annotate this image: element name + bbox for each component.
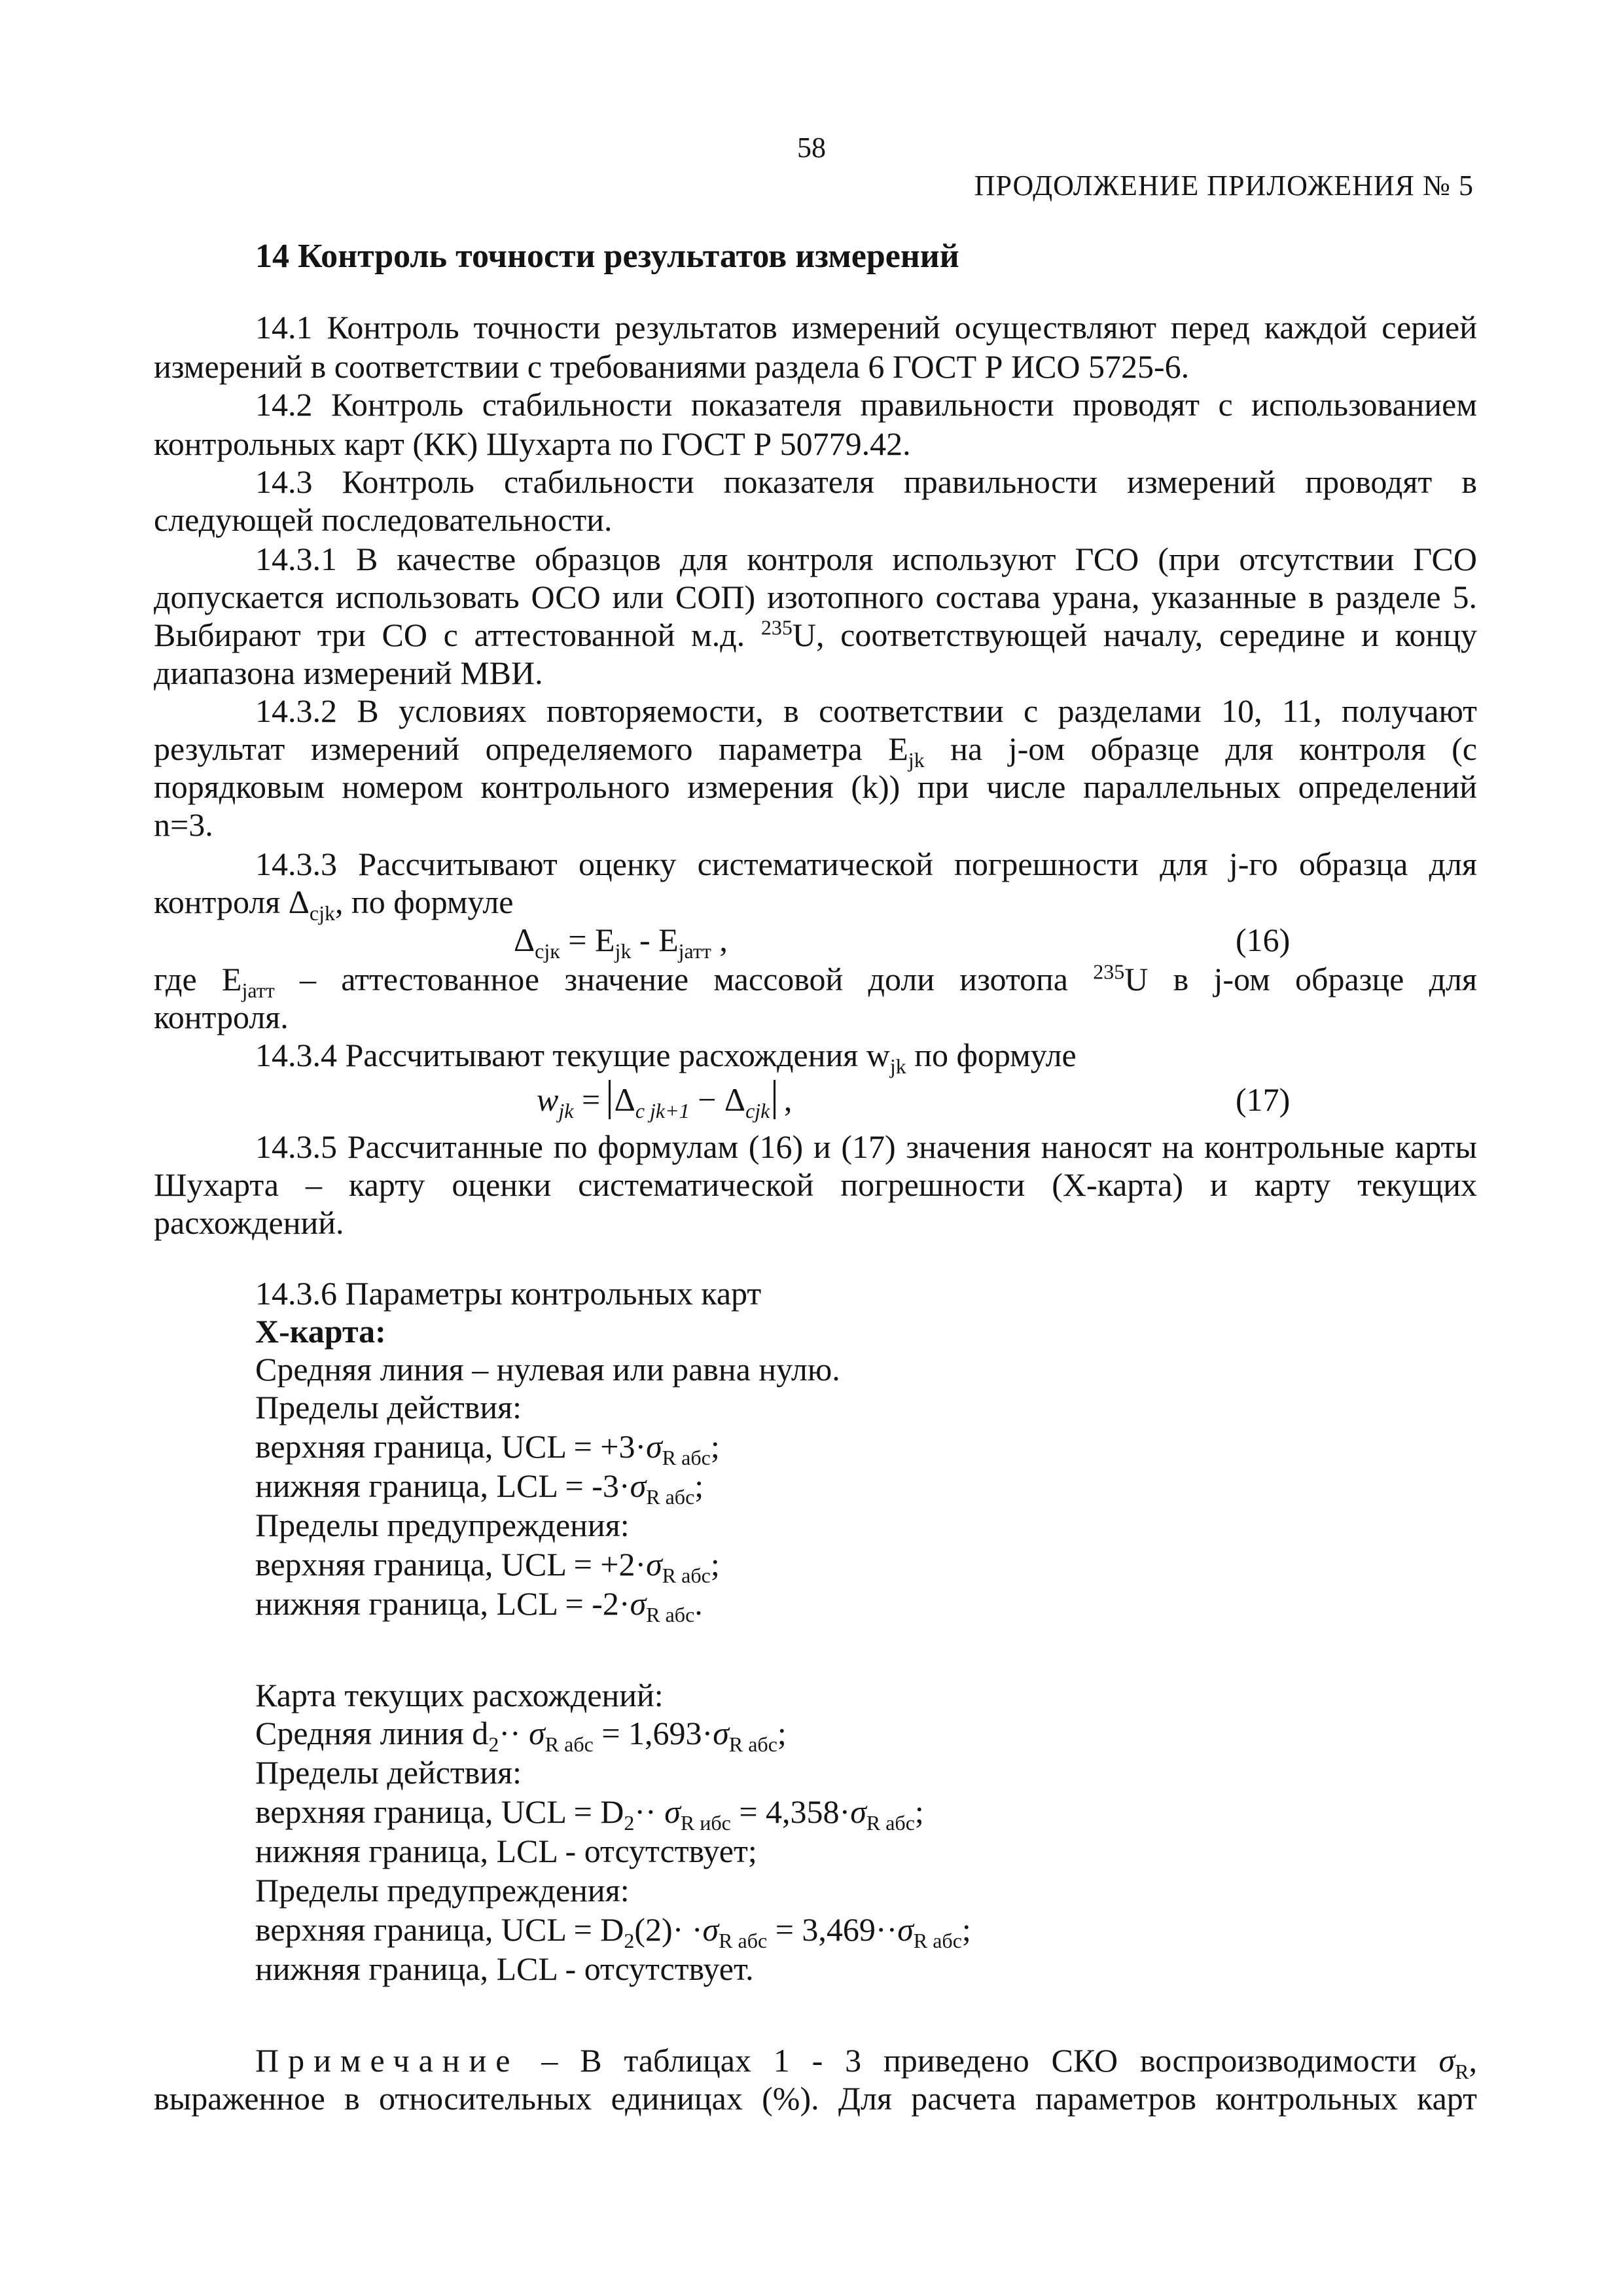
paragraph-14-3-2-line-3: порядковым номером контрольного измерения (k)) при числе параллельных определений bbox=[154, 768, 1477, 805]
paragraph-14-3-2-line-2: результат измерений определяемого параметра $E_{jk}$ на j-ом образце для контроля (с bbox=[154, 730, 1478, 772]
paragraph-14-3-line-1: 14.3 Контроль стабильности показателя правильности измерений проводят в bbox=[255, 463, 1477, 500]
appendix-header: ПРОДОЛЖЕНИЕ ПРИЛОЖЕНИЯ № 5 bbox=[974, 170, 1474, 202]
x-chart-warning-limits: Пределы предупреждения: bbox=[255, 1507, 630, 1543]
r-chart-warning-limits: Пределы предупреждения: bbox=[255, 1872, 630, 1909]
x-chart-warning-ucl: верхняя граница, UCL = $+2\cdot\sigma_{R абс}$; bbox=[255, 1546, 720, 1587]
paragraph-14-3-3-line-2: контроля $\Delta_{cjk}$, по формуле bbox=[154, 884, 514, 925]
section-title: 14 Контроль точности результатов измерений bbox=[255, 238, 959, 275]
x-chart-lcl: нижняя граница, LCL = $-3\cdot\sigma_{R абс}$; bbox=[255, 1467, 704, 1509]
paragraph-14-3-2-line-4: n=3. bbox=[154, 806, 213, 843]
x-chart-center-line: Средняя линия – нулевая или равна нулю. bbox=[255, 1351, 840, 1388]
x-chart-title: Х-карта: bbox=[255, 1313, 386, 1350]
note-line-1: Примечание – В таблицах 1 - 3 приведено СКО воспроизводимости $\sigma_R$, bbox=[255, 2042, 1477, 2083]
x-chart-action-limits: Пределы действия: bbox=[255, 1389, 522, 1426]
paragraph-14-3-1-line-2: допускается использовать ОСО или СОП) изотопного состава урана, указанные в разделе 5. bbox=[154, 579, 1477, 615]
paragraph-14-2-line-1: 14.2 Контроль стабильности показателя правильности проводят с использованием bbox=[255, 386, 1477, 423]
paragraph-14-3-3-line-4: контроля. bbox=[154, 999, 289, 1035]
paragraph-14-3-3-line-3: где $E_{jатт}$ – аттестованное значение массовой доли изотопа $^{235}$U в j-ом образце для bbox=[154, 960, 1478, 1002]
r-chart-ucl: верхняя граница, UCL = $D_2\cdot\cdot \sigma_{R ибс} = 4,358\cdot\sigma_{R абс}$; bbox=[255, 1793, 924, 1835]
r-chart-warning-lcl: нижняя граница, LCL - отсутствует. bbox=[255, 1950, 754, 1987]
paragraph-14-3-2-line-1: 14.3.2 В условиях повторяемости, в соответствии с разделами 10, 11, получают bbox=[255, 692, 1477, 729]
paragraph-14-3-3-line-1: 14.3.3 Рассчитывают оценку систематической погрешности для j-го образца для bbox=[255, 846, 1477, 882]
paragraph-14-3-5-line-3: расхождений. bbox=[154, 1204, 344, 1241]
r-chart-action-limits: Пределы действия: bbox=[255, 1754, 522, 1791]
x-chart-warning-lcl: нижняя граница, LCL = $-2\cdot\sigma_{R абс}$. bbox=[255, 1585, 703, 1626]
paragraph-14-3-line-2: следующей последовательности. bbox=[154, 501, 613, 538]
paragraph-14-3-1-line-3: Выбирают три СО с аттестованной м.д. $^{235}$U, соответствующей началу, середине и концу bbox=[154, 615, 1477, 653]
paragraph-14-3-6-title: 14.3.6 Параметры контрольных карт bbox=[255, 1275, 762, 1312]
paragraph-14-3-5-line-2: Шухарта – карту оценки систематической погрешности (Х-карта) и карту текущих bbox=[154, 1166, 1477, 1203]
formula-16: $\Delta_{cjк} = E_{jk} - E_{jатт}$ , bbox=[514, 922, 728, 963]
page-number: 58 bbox=[797, 132, 826, 164]
x-chart-ucl: верхняя граница, UCL = $+3\cdot\sigma_{R абс}$; bbox=[255, 1428, 720, 1469]
r-chart-center-line: Средняя линия $d_2\cdot\cdot \sigma_{R абс} = 1,693\cdot\sigma_{R абс}$; bbox=[255, 1715, 787, 1756]
paragraph-14-2-line-2: контрольных карт (КК) Шухарта по ГОСТ Р 50779.42. bbox=[154, 425, 911, 462]
note-line-2: выраженное в относительных единицах (%). Для расчета параметров контрольных карт bbox=[154, 2080, 1477, 2117]
paragraph-14-3-4: 14.3.4 Рассчитывают текущие расхождения $w_{jk}$ по формуле bbox=[255, 1037, 1077, 1078]
paragraph-14-3-1-line-4: диапазона измерений МВИ. bbox=[154, 655, 543, 691]
formula-16-number: (16) bbox=[1236, 922, 1291, 958]
r-chart-warning-ucl: верхняя граница, UCL = $D_2(2)\cdot \cdot\sigma_{R абс} = 3,469\cdot\cdot\sigma_{R абс}$; bbox=[255, 1911, 971, 1952]
r-chart-lcl: нижняя граница, LCL - отсутствует; bbox=[255, 1833, 757, 1869]
paragraph-14-1-line-2: измерений в соответствии с требованиями раздела 6 ГОСТ Р ИСО 5725-6. bbox=[154, 348, 1190, 385]
paragraph-14-3-5-line-1: 14.3.5 Рассчитанные по формулам (16) и (17) значения наносят на контрольные карты bbox=[255, 1128, 1477, 1165]
paragraph-14-3-1-line-1: 14.3.1 В качестве образцов для контроля используют ГСО (при отсутствии ГСО bbox=[255, 541, 1477, 577]
paragraph-14-1-line-1: 14.1 Контроль точности результатов измерений осуществляют перед каждой серией bbox=[255, 309, 1477, 346]
r-chart-title: Карта текущих расхождений: bbox=[255, 1677, 664, 1713]
formula-17: $w_{jk} = \Delta_{c jk+1} - \Delta_{cjk}$ , bbox=[537, 1081, 793, 1122]
formula-17-number: (17) bbox=[1236, 1081, 1291, 1118]
